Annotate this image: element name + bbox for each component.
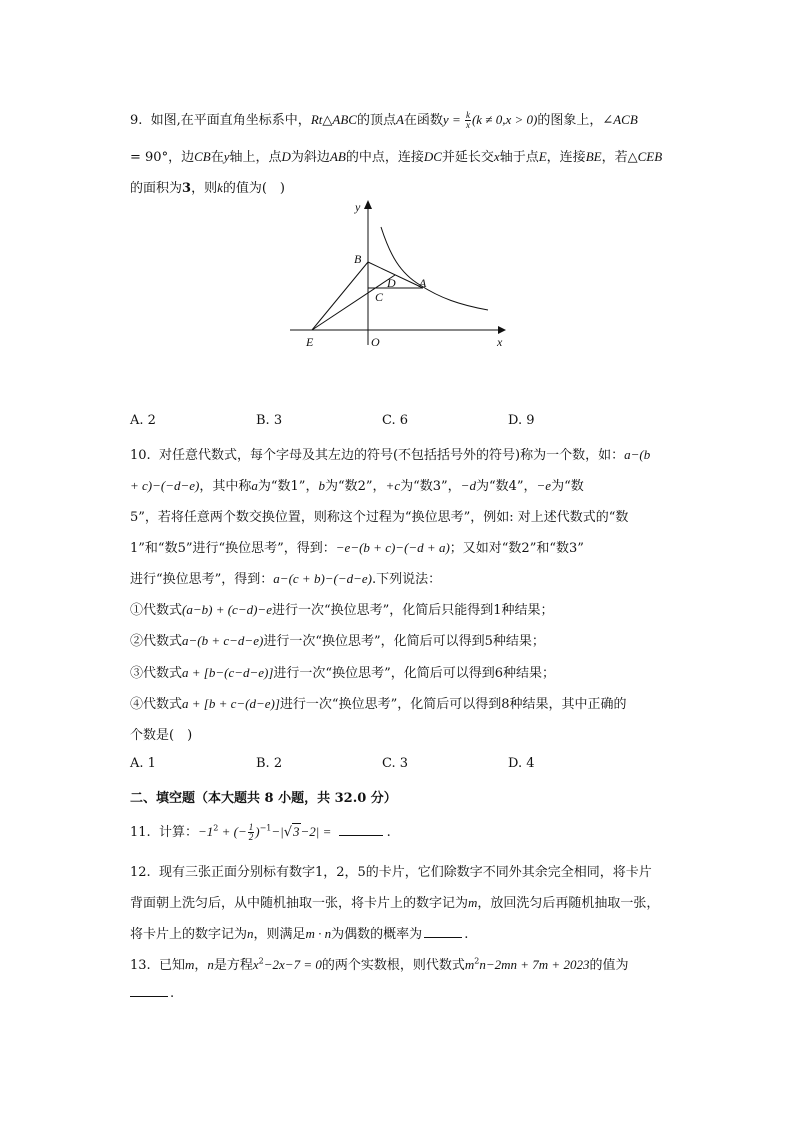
q10-option-d[interactable]: D. 4 (508, 756, 535, 771)
q12-line3: 将卡片上的数字记为n，则满足m · n为偶数的概率为 . (130, 926, 469, 942)
q10-option-c[interactable]: C. 3 (382, 756, 409, 771)
x-axis-arrow (498, 326, 506, 334)
q10-option-a[interactable]: A. 1 (130, 756, 156, 771)
hyperbola-curve (381, 227, 488, 310)
section-heading: 二、填空题（本大题共 8 小题，共 32.0 分） (130, 791, 397, 806)
q10-line4: 1”和“数5”进行“换位思考”，得到：−e−(b + c)−(−d + a)；又如对“数2”和“数3” (130, 540, 584, 556)
q10-statement-1: ①代数式(a−b) + (c−d)−e进行一次“换位思考”，化简后只能得到1种结果； (130, 602, 554, 618)
q13-line2: . (130, 986, 174, 1001)
label-x: x (497, 335, 503, 349)
q9-figure (280, 195, 510, 355)
label-O: O (371, 335, 380, 349)
q10-line10: 个数是( ) (130, 728, 193, 743)
q11-line: 11. 计算：$-1^2$ + (− $\frac{1}{2}$ )$^{-1}$−|√3−2| = . (130, 822, 391, 842)
q12-answer-blank[interactable] (424, 927, 462, 938)
q10-line3: 5”，若将任意两个数交换位置，则称这个过程为“换位思考”，例如: 对上述代数式的“数 (130, 510, 629, 525)
q10-option-b[interactable]: B. 2 (256, 756, 283, 771)
q10-statement-2: ②代数式a−(b + c−d−e)进行一次“换位思考”，化简后可以得到5种结果； (130, 633, 545, 649)
q13-line1: 13. 已知m，n是方程$x^2-2x-7 = 0$的两个实数根，则代数式$m^2n-2mn + 7m + 2023$的值为 (130, 956, 629, 973)
q10-line1: 10. 对任意代数式，每个字母及其左边的符号(不包括括号外的符号)称为一个数，如：a−(b (130, 447, 651, 463)
label-D: D (387, 276, 396, 290)
segment-BE (312, 262, 368, 330)
q9-option-d[interactable]: D. 9 (508, 413, 535, 428)
q11-answer-blank[interactable] (339, 825, 383, 836)
q9-option-c[interactable]: C. 6 (382, 413, 409, 428)
label-y: y (355, 200, 361, 214)
q9-line3: 的面积为3，则k的值为( ) (130, 180, 286, 196)
fraction-k-over-x: $\frac{k}{x}$ (465, 110, 470, 130)
label-E: E (306, 335, 314, 349)
q9-line2: = 90°，边CB在y轴上，点D为斜边AB的中点，连接DC并延长交x轴于点E，连接BE，若△CEB (130, 149, 663, 165)
q10-statement-4: ④代数式a + [b + c−(d−e)]进行一次“换位思考”，化简后可以得到8种结果，其中正确的 (130, 696, 627, 712)
y-axis-arrow (364, 200, 372, 209)
q12-line2: 背面朝上洗匀后，从中随机抽取一张，将卡片上的数字记为m，放回洗匀后再随机抽取一张， (130, 895, 660, 911)
label-A: A (419, 276, 427, 290)
q9-option-a[interactable]: A. 2 (130, 413, 156, 428)
label-C: C (375, 290, 384, 304)
q10-line2: + c)−(−d−e)，其中称a为“数1”，b为“数2”，+c为“数3”，−d为“数4”，−e为“数 (130, 478, 584, 494)
q10-line5: 进行“换位思考”，得到：a−(c + b)−(−d−e).下列说法： (130, 571, 442, 587)
q13-answer-blank[interactable] (130, 986, 168, 997)
q10-statement-3: ③代数式a + [b−(c−d−e)]进行一次“换位思考”，化简后可以得到6种结果； (130, 665, 555, 681)
label-B: B (354, 252, 362, 266)
q9-option-b[interactable]: B. 3 (256, 413, 283, 428)
q12-line1: 12. 现有三张正面分别标有数字1，2，5的卡片，它们除数字不同外其余完全相同，将卡片 (130, 865, 652, 880)
q9-line1: 9. 如图,在平面直角坐标系中，Rt△ABC的顶点A在函数y = $\frac{k}{x}$ (k ≠ 0,x > 0)的图象上，∠ACB (130, 110, 638, 130)
